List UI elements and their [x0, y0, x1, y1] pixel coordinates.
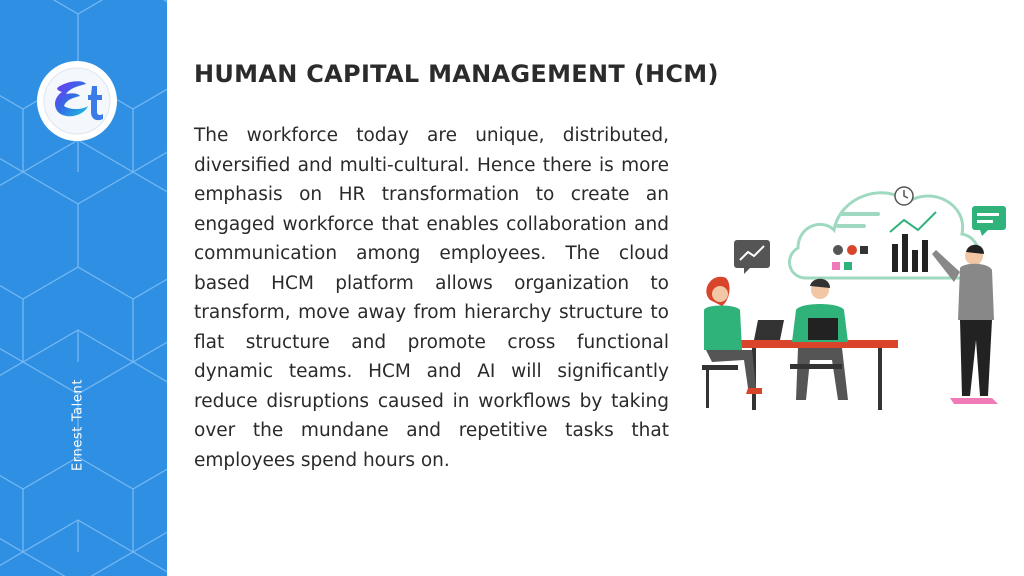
page-title: HUMAN CAPITAL MANAGEMENT (HCM) [194, 60, 719, 88]
body-paragraph: The workforce today are unique, distributed, diversified and multi-cultural. Hence there is more emphasis on HR transformation to create an engaged workforce that enables collaboration and communication among employees. The cloud based HCM platform allows organization to transform, move away from hierarchy structure to flat structure and promote cross functional dynamic teams. HCM and AI will significantly reduce disruptions caused in workflows by taking over the mundane and repetitive tasks that employees spend hours on. [194, 125, 669, 471]
ernest-talent-logo-icon [36, 60, 118, 142]
brand-vertical-label: Ernest Talent [70, 378, 86, 472]
team-collaboration-illustration-icon [692, 160, 1014, 420]
sidebar [0, 0, 167, 576]
